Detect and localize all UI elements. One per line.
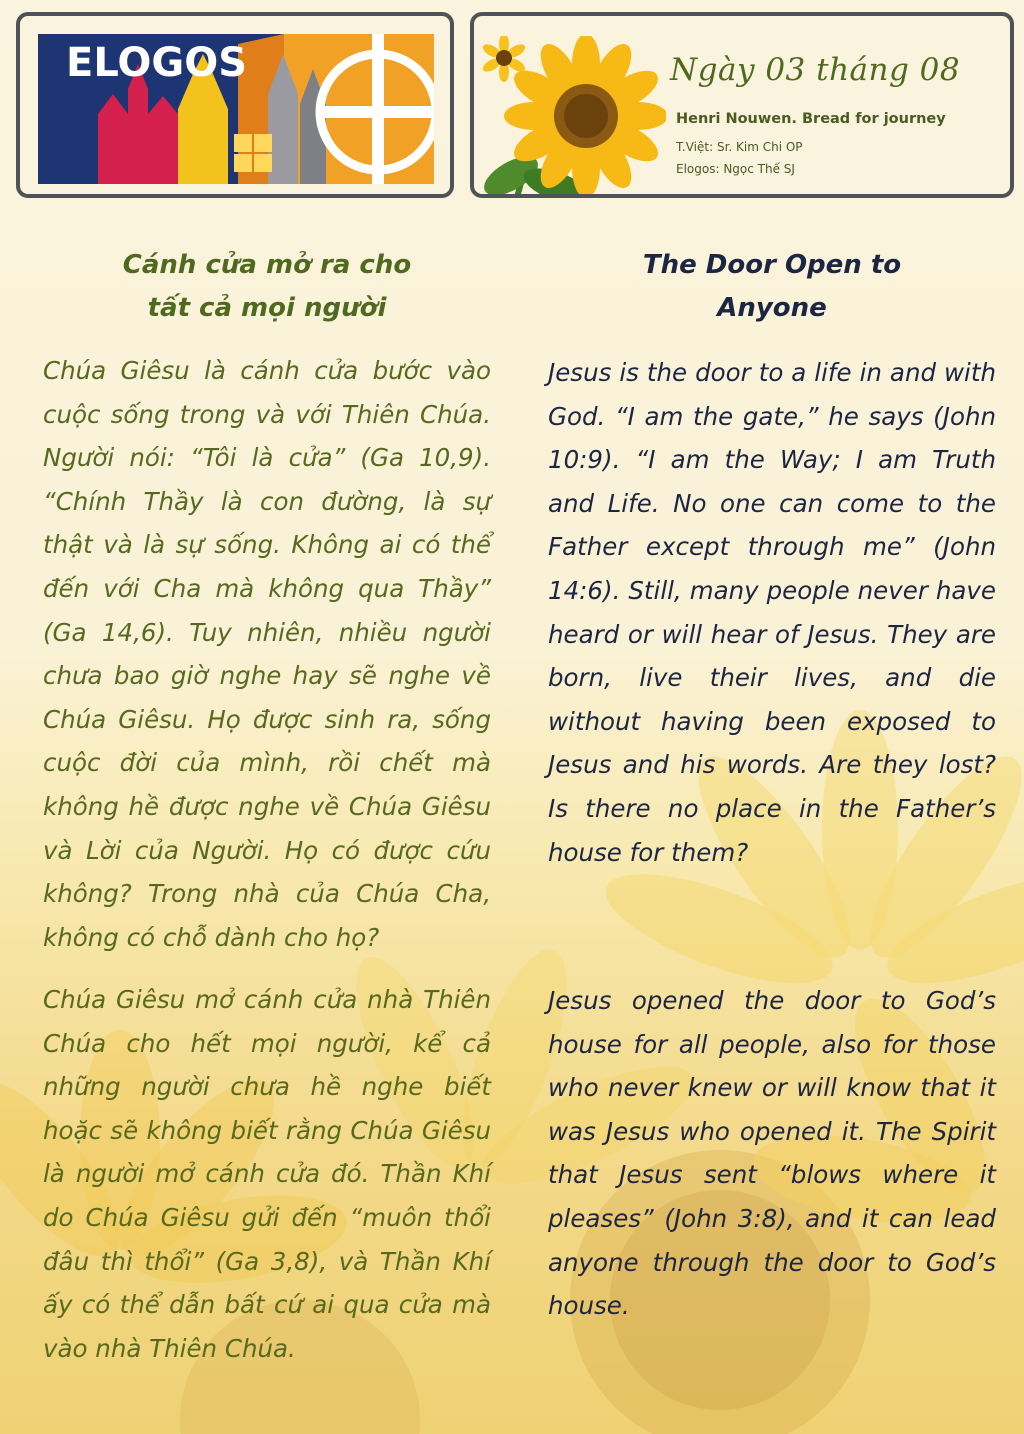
vietnamese-title [43,244,491,330]
vietnamese-paragraph-1: Chúa Giêsu là cánh cửa bước vào cuộc sống trong và với Thiên Chúa. Người nói: “Tôi là cửa” (Ga 10,9). “Chính Thầy là con đường, là sự thật và là sự sống. Không ai có thể đến với Cha mà không qua Thầy” (Ga 14,6). Tuy nhiên, nhiều người chưa bao giờ nghe hay sẽ nghe về Chúa Giêsu. Họ được sinh ra, sống cuộc đời của mình, rồi chết mà không hề được nghe về Chúa Giêsu và Lời của Người. Họ có được cứu không? Trong nhà của Chúa Cha, không có chỗ dành cho họ? [43,356,491,952]
vietnamese-title-line2: tất cả mọi người [147,293,387,323]
vietnamese-paragraph-2: Chúa Giêsu mở cánh cửa nhà Thiên Chúa cho hết mọi người, kể cả những người chưa hề nghe biết hoặc sẽ không biết rằng Chúa Giêsu là người mở cánh cửa đó. Thần Khí do Chúa Giêsu gửi đến “muôn thổi đâu thì thổi” (Ga 3,8), và Thần Khí ấy có thể dẫn bất cứ ai qua cửa mà vào nhà Thiên Chúa. [43,985,491,1363]
date-title: Ngày 03 tháng 08 [670,52,961,88]
english-paragraph-2: Jesus opened the door to God’s house for all people, also for those who never knew or will know that it was Jesus who opened it. The Spirit that Jesus sent “blows where it pleases” (John 3:8), and it can lead anyone through the door to God’s house. [548,986,996,1321]
author-source: Henri Nouwen. Bread for journey [676,111,946,127]
translator-credit: T.Việt: Sr. Kim Chi OP [676,140,803,154]
elogos-credit: Elogos: Ngọc Thế SJ [676,162,795,176]
logo-text: ELOGOS [66,40,248,86]
english-title-line2: Anyone [717,293,827,323]
english-paragraph-1: Jesus is the door to a life in and with God. “I am the gate,” he says (John 10:9). “I am the Way; I am Truth and Life. No one can come to the Father except through me” (John 14:6). Still, many people never have heard or will hear of Jesus. They are born, live their lives, and die without having been exposed to Jesus and his words. Are they lost? Is there no place in the Father’s house for them? [548,358,996,867]
sunflower-icon [476,36,666,198]
info-card [470,12,1014,198]
church-spires-cross-logo-icon [38,34,434,184]
english-title-line1: The Door Open to [642,250,902,280]
vietnamese-title-line1: Cánh cửa mở ra cho [122,250,412,280]
english-title [548,244,996,330]
logo-card [16,12,454,198]
